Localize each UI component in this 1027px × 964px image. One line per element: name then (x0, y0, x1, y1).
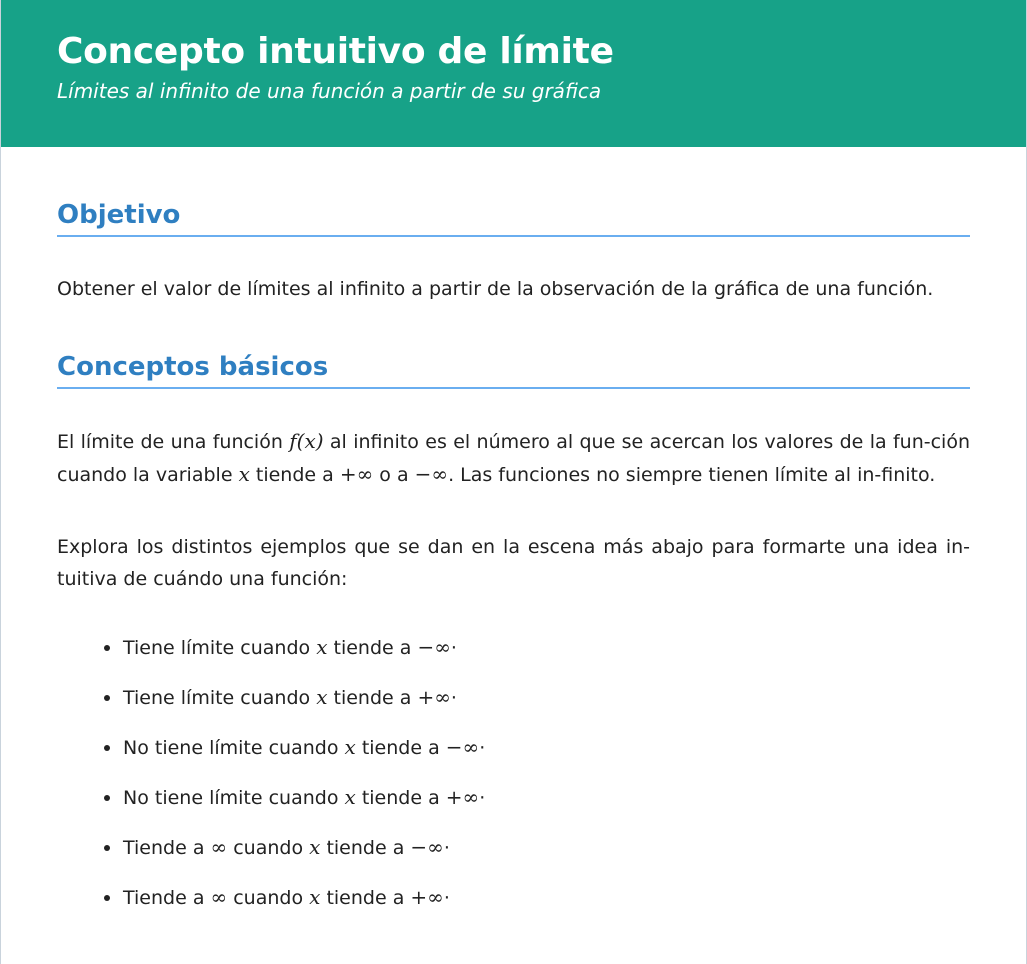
math-x: x (238, 462, 250, 486)
case-end: · (450, 637, 457, 659)
case-text: Tiende a (123, 887, 211, 909)
math-infinity: −∞ (410, 835, 444, 859)
explora-paragraph: Explora los distintos ejemplos que se dan en la escena más abajo para formarte una idea in-tuitiva de cuándo una función: (57, 536, 970, 590)
math-fx: f(x) (289, 429, 324, 453)
case-text: cuando (227, 887, 310, 909)
def-text-3: tiende a (249, 464, 340, 486)
case-end: · (479, 787, 486, 809)
case-text: Tiene límite cuando (123, 637, 317, 659)
list-item (123, 885, 970, 911)
list-item (123, 835, 970, 861)
math-minus-infinity: −∞ (414, 462, 449, 486)
math-x: x (344, 785, 356, 809)
math-infinity: −∞ (417, 635, 451, 659)
math-infinity: −∞ (445, 735, 480, 759)
main-content (1, 199, 1026, 911)
def-text-5: . Las funciones no siempre tienen límite al in-finito. (448, 464, 936, 486)
objetivo-text: Obtener el valor de límites al infinito a partir de la observación de la gráfica de una función. (57, 278, 934, 300)
case-text: Tiene límite cuando (123, 687, 317, 709)
case-text: tiende a (355, 737, 446, 759)
math-x: x (309, 885, 321, 909)
case-end: · (443, 837, 450, 859)
page-subtitle: Límites al infinito de una función a partir de su gráfica (57, 79, 602, 103)
math-x: x (344, 735, 356, 759)
list-item (123, 635, 970, 661)
math-infinity: ∞ (210, 885, 228, 909)
case-text: cuando (227, 837, 310, 859)
math-infinity: +∞ (445, 785, 480, 809)
list-item (123, 685, 970, 711)
def-text-1: El límite de una función (57, 431, 290, 453)
case-text: No tiene límite cuando (123, 737, 345, 759)
math-x: x (316, 685, 328, 709)
case-end: · (479, 737, 486, 759)
case-text: tiende a (320, 887, 411, 909)
math-infinity: +∞ (417, 685, 451, 709)
def-text-2: al infinito es el número al que se acercan los valores de la fun-ción cuando la variable (57, 431, 971, 486)
case-text: tiende a (320, 837, 411, 859)
case-text: No tiene límite cuando (123, 787, 345, 809)
case-text: Tiende a (123, 837, 211, 859)
cases-list (57, 635, 970, 911)
list-item (123, 785, 970, 811)
def-text-4: o a (373, 464, 415, 486)
math-x: x (309, 835, 321, 859)
case-text: tiende a (355, 787, 446, 809)
math-plus-infinity: +∞ (339, 462, 374, 486)
header-banner (1, 0, 1026, 147)
list-item (123, 735, 970, 761)
definition-paragraph (57, 425, 970, 491)
case-end: · (450, 687, 457, 709)
case-text: tiende a (327, 687, 418, 709)
section-heading-objetivo: Objetivo (57, 199, 970, 237)
math-infinity: ∞ (210, 835, 228, 859)
math-infinity: +∞ (410, 885, 444, 909)
case-end: · (443, 887, 450, 909)
math-x: x (316, 635, 328, 659)
section-heading-conceptos: Conceptos básicos (57, 351, 970, 389)
page-title: Concepto intuitivo de límite (57, 31, 614, 72)
case-text: tiende a (327, 637, 418, 659)
